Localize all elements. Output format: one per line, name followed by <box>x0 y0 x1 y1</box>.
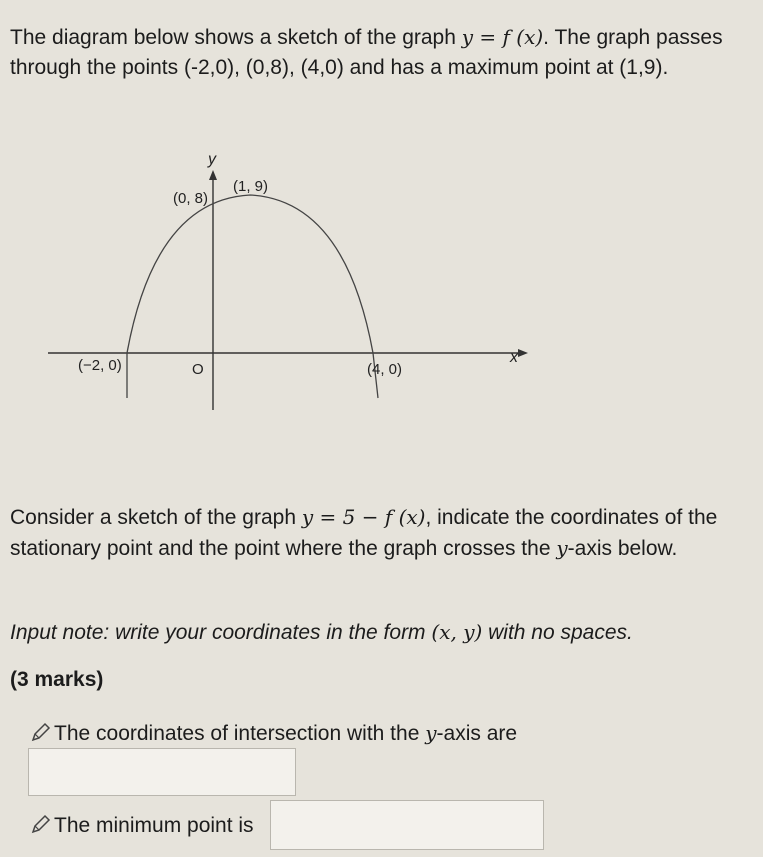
answer-label-minimum: The minimum point is <box>54 814 254 837</box>
point-label-1-9: (1, 9) <box>233 178 269 195</box>
function-graph <box>40 140 540 420</box>
pencil-icon <box>30 813 52 835</box>
answer-label-y-intercept-2: -axis are <box>436 722 518 745</box>
input-note <box>10 617 750 648</box>
pencil-icon <box>30 721 52 743</box>
marks-label: (3 marks) <box>10 668 104 691</box>
y-axis-arrow <box>209 170 217 180</box>
point-label-0-8: (0, 8) <box>173 190 209 207</box>
answer-label-y-intercept-1: The coordinates of intersection with the <box>54 722 426 745</box>
answer-label-y-math: y <box>425 721 437 745</box>
y-intercept-answer-input[interactable] <box>28 748 296 796</box>
note-text-2: with no spaces. <box>482 621 633 644</box>
y-axis-label: y <box>208 151 216 168</box>
point-label-minus2-0: (−2, 0) <box>78 357 122 374</box>
answer-row-y-intercept <box>30 718 517 749</box>
x-axis-label: x <box>510 349 518 366</box>
question-paragraph <box>10 502 750 564</box>
note-math: (x, y) <box>431 620 483 644</box>
answer-row-minimum <box>30 811 254 841</box>
question-math: y = 5 − f (x) <box>301 505 426 529</box>
parabola-curve <box>127 195 378 398</box>
point-label-4-0: (4, 0) <box>367 361 403 378</box>
question-math-y: y <box>556 536 568 560</box>
intro-text-1: The diagram below shows a sketch of the graph <box>10 26 462 49</box>
origin-label: O <box>192 361 204 378</box>
note-text-1: Input note: write your coordinates in the form <box>10 621 432 644</box>
intro-text-2: . The graph passes through the points (-2,0), (0,8), (4,0) and has a maximum point at (1,9). <box>10 26 723 79</box>
intro-math: y = f (x) <box>461 25 544 49</box>
question-text-2: , indicate the coordinates of the stationary point and the point where the graph crosses the <box>10 506 718 560</box>
x-axis-arrow <box>518 349 528 357</box>
question-text-3: -axis below. <box>567 537 678 560</box>
intro-paragraph <box>10 22 750 83</box>
question-text-1: Consider a sketch of the graph <box>10 506 302 529</box>
minimum-point-answer-input[interactable] <box>270 800 544 850</box>
